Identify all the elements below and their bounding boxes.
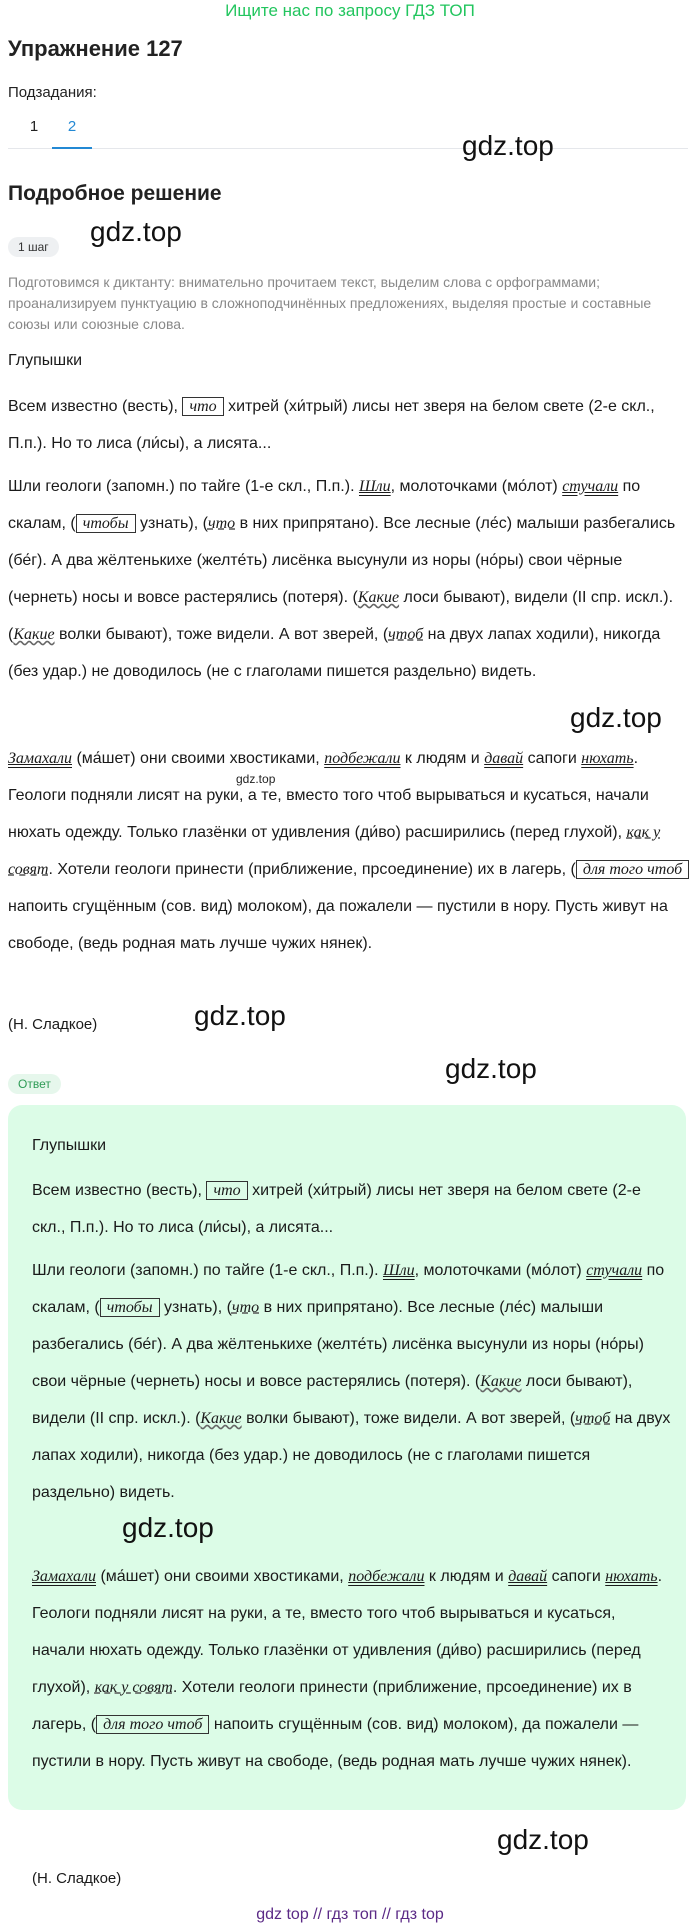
footer-link[interactable]: гдз top bbox=[395, 1906, 444, 1923]
predicate-davai: давай bbox=[508, 1568, 548, 1585]
footer-separator: // bbox=[313, 1906, 323, 1923]
text: по скалам, ( bbox=[8, 478, 641, 532]
text: на двух лапах ходили), никогда (без удар.) не доводилось (не с глаголами пишется раздельно) видеть. bbox=[8, 626, 661, 680]
predicate-podbezhali: подбежали bbox=[324, 750, 401, 767]
word-kakie: Какие bbox=[200, 1410, 242, 1427]
paragraph-2 bbox=[8, 468, 690, 690]
text: к людям и bbox=[424, 1568, 509, 1585]
predicate-zamahali: Замахали bbox=[32, 1568, 96, 1585]
text: , молоточками (мо́лот) bbox=[390, 478, 563, 495]
text: волки бывают), тоже видели. А вот зверей, ( bbox=[54, 626, 389, 643]
predicate-shli: Шли bbox=[358, 478, 391, 495]
text: хитрей (хи́трый) лисы нет зверя на белом свете (2-е скл., П.п.). Но то лиса (ли́сы), а лисята... bbox=[8, 398, 655, 452]
conjunction-chtoby: чтобы bbox=[76, 514, 136, 533]
conjunction-dlya-togo-chtob: для того чтоб bbox=[576, 860, 689, 879]
watermark-small: gdz.top bbox=[236, 772, 276, 786]
footer-link[interactable]: gdz top bbox=[256, 1906, 309, 1923]
conjunction-chtoby: чтобы bbox=[100, 1298, 160, 1317]
subtasks-label: Подзадания: bbox=[8, 84, 97, 101]
answer-paragraph-2 bbox=[32, 1252, 672, 1511]
watermark: gdz.top bbox=[90, 216, 182, 247]
phrase-kak-u-sovyat: как у совят bbox=[94, 1679, 173, 1696]
watermark: gdz.top bbox=[194, 1000, 286, 1031]
text: на двух лапах ходили), никогда (без удар.) не доводилось (не с глаголами пишется раздельно) видеть. bbox=[32, 1410, 671, 1501]
text: по скалам, ( bbox=[32, 1262, 665, 1316]
text: . Геологи подняли лисят на руки, а те, вместо того чтоб вырываться и кусаться, начали нюхать одежду. Только глазёнки от удивления (ди́во) расширились (перед глухой), bbox=[8, 750, 649, 841]
active-tab-indicator bbox=[52, 147, 92, 149]
watermark: gdz.top bbox=[445, 1053, 537, 1084]
predicate-nyuhat: нюхать bbox=[581, 750, 634, 767]
predicate-davai: давай bbox=[484, 750, 524, 767]
tab-2[interactable]: 2 bbox=[67, 118, 77, 135]
text: лоси бывают), видели (II спр. искл.). ( bbox=[32, 1373, 633, 1427]
word-kakie: Какие bbox=[480, 1373, 522, 1390]
text: в них припрятано). Все лесные (ле́с) малыши разбегались (бе́г). А два жёлтенькихе (желте́ть) лисёнка высунули из норы (но́ры) свои чёрные (чернеть) носы и вовсе растерялись (потеря). ( bbox=[32, 1299, 644, 1390]
predicate-zamahali: Замахали bbox=[8, 750, 72, 767]
page-title: Упражнение 127 bbox=[8, 36, 183, 61]
tab-1[interactable]: 1 bbox=[29, 118, 39, 135]
text: напоить сгущённым (сов. вид) молоком), да пожалели — пустили в нору. Пусть живут на свободе, (ведь родная мать лучше чужих нянек). bbox=[32, 1716, 639, 1770]
footer-links bbox=[0, 1906, 700, 1924]
text: , молоточками (мо́лот) bbox=[414, 1262, 587, 1279]
word-kakie: Какие bbox=[357, 589, 400, 606]
subtask-tabs bbox=[8, 112, 688, 149]
step-badge: 1 шаг bbox=[8, 237, 59, 257]
text: (ма́шет) они своими хвостиками, bbox=[72, 750, 325, 767]
predicate-stuchali: стучали bbox=[586, 1262, 643, 1279]
text: Всем известно (весть), bbox=[32, 1182, 207, 1199]
text: (ма́шет) они своими хвостиками, bbox=[96, 1568, 349, 1585]
search-banner: Ищите нас по запросу ГДЗ ТОП bbox=[225, 1, 475, 20]
text: . Хотели геологи принести (приближение, прсоединение) их в лагерь, ( bbox=[48, 861, 576, 878]
watermark: gdz.top bbox=[122, 1512, 214, 1543]
word-kakie: Какие bbox=[13, 626, 55, 643]
predicate-podbezhali: подбежали bbox=[348, 1568, 425, 1585]
footer-link[interactable]: гдз топ bbox=[326, 1906, 378, 1923]
text: Шли геологи (запомн.) по тайге (1-е скл., П.п.). bbox=[8, 478, 359, 495]
text: Шли геологи (запомн.) по тайге (1-е скл., П.п.). bbox=[32, 1262, 383, 1279]
answer-badge: Ответ bbox=[8, 1074, 61, 1094]
watermark: gdz.top bbox=[570, 702, 662, 733]
footer-separator: // bbox=[381, 1906, 391, 1923]
text: лоси бывают), видели (II спр. искл.). ( bbox=[8, 589, 674, 643]
text: волки бывают), тоже видели. А вот зверей, ( bbox=[241, 1410, 576, 1427]
author: (Н. Сладкое) bbox=[8, 1016, 98, 1033]
predicate-shli: Шли bbox=[382, 1262, 415, 1279]
conjunctive-word-chto: что bbox=[231, 1299, 260, 1316]
text: . Геологи подняли лисят на руки, а те, вместо того чтоб вырываться и кусаться, начали нюхать одежду. Только глазёнки от удивления (ди́во) расширились (перед глухой), bbox=[32, 1568, 663, 1696]
word-chtob: чтоб bbox=[388, 626, 424, 643]
predicate-stuchali: стучали bbox=[562, 478, 619, 495]
text: сапоги bbox=[547, 1568, 606, 1585]
watermark: gdz.top bbox=[497, 1824, 589, 1855]
conjunction-dlya-togo-chtob: для того чтоб bbox=[96, 1715, 209, 1734]
predicate-nyuhat: нюхать bbox=[605, 1568, 658, 1585]
answer-paragraph-1 bbox=[32, 1172, 672, 1246]
text: Всем известно (весть), bbox=[8, 398, 183, 415]
conjunction-chto: что bbox=[206, 1181, 247, 1200]
answer-paragraph-3 bbox=[32, 1558, 672, 1780]
conjunctive-word-chto: что bbox=[207, 515, 236, 532]
answer-author: (Н. Сладкое) bbox=[32, 1870, 122, 1887]
intro-text: Подготовимся к диктанту: внимательно прочитаем текст, выделим слова с орфограммами; проанализируем пунктуацию в сложноподчинённых предложениях, выделяя простые и составные союзы или союзные слова. bbox=[8, 274, 652, 332]
text: хитрей (хи́трый) лисы нет зверя на белом свете (2-е скл., П.п.). Но то лиса (ли́сы), а лисята... bbox=[32, 1182, 641, 1236]
text: в них припрятано). Все лесные (ле́с) малыши разбегались (бе́г). А два жёлтенькихе (желте́ть) лисёнка высунули из норы (но́ры) свои чёрные (чернеть) носы и вовсе растерялись (потеря). ( bbox=[8, 515, 676, 606]
section-title: Подробное решение bbox=[8, 182, 222, 205]
text: узнать), ( bbox=[135, 515, 208, 532]
text: сапоги bbox=[523, 750, 582, 767]
conjunction-chto: что bbox=[182, 397, 223, 416]
text: напоить сгущённым (сов. вид) молоком), да пожалели — пустили в нору. Пусть живут на свободе, (ведь родная мать лучше чужих нянек). bbox=[8, 898, 668, 952]
phrase-kak-u-sovyat: как у совят bbox=[8, 824, 661, 878]
answer-text-title: Глупышки bbox=[32, 1137, 107, 1154]
text: . Хотели геологи принести (приближение, прсоединение) их в лагерь, ( bbox=[32, 1679, 632, 1733]
watermark: gdz.top bbox=[462, 130, 554, 161]
paragraph-3 bbox=[8, 740, 690, 962]
text: к людям и bbox=[400, 750, 485, 767]
text: узнать), ( bbox=[159, 1299, 232, 1316]
word-chtob: чтоб bbox=[575, 1410, 611, 1427]
text-title: Глупышки bbox=[8, 352, 83, 369]
paragraph-1 bbox=[8, 388, 690, 462]
